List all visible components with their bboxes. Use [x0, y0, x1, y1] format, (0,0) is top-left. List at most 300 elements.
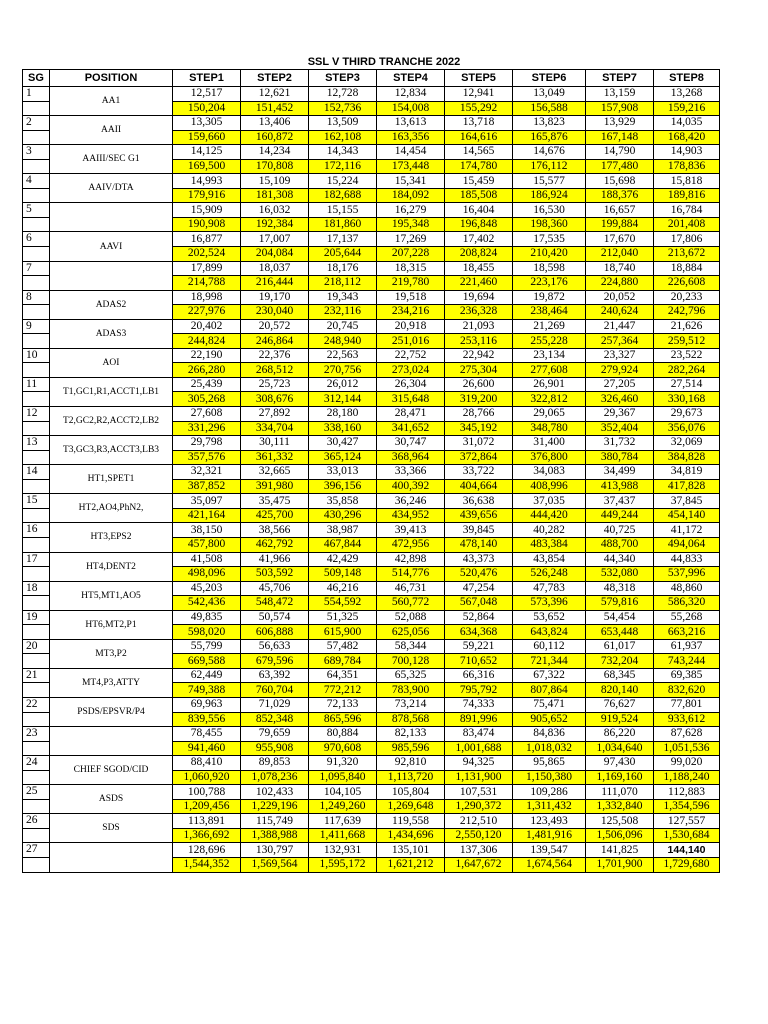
annual-salary-cell: 721,344 [513, 654, 586, 669]
monthly-salary-cell: 31,400 [513, 436, 586, 451]
table-row [23, 523, 720, 538]
annual-salary-cell: 212,040 [586, 247, 654, 262]
annual-salary-cell: 172,116 [309, 159, 377, 174]
monthly-salary-cell: 104,105 [309, 785, 377, 800]
monthly-salary-cell: 63,392 [241, 668, 309, 683]
annual-salary-cell: 488,700 [586, 537, 654, 552]
annual-salary-cell: 248,940 [309, 334, 377, 349]
annual-salary-cell: 345,192 [445, 421, 513, 436]
monthly-salary-cell: 21,269 [513, 319, 586, 334]
monthly-salary-cell: 14,676 [513, 145, 586, 160]
monthly-salary-cell: 105,804 [377, 785, 445, 800]
annual-salary-cell: 159,660 [173, 130, 241, 145]
annual-salary-cell: 1,209,456 [173, 799, 241, 814]
annual-salary-cell: 832,620 [654, 683, 720, 698]
monthly-salary-cell: 65,325 [377, 668, 445, 683]
monthly-salary-cell: 14,993 [173, 174, 241, 189]
monthly-salary-cell: 12,728 [309, 87, 377, 102]
monthly-salary-cell: 111,070 [586, 785, 654, 800]
sg-blank-cell [23, 654, 50, 669]
sg-cell: 12 [23, 407, 50, 422]
sg-cell: 26 [23, 814, 50, 829]
annual-salary-cell: 179,916 [173, 188, 241, 203]
monthly-salary-cell: 21,093 [445, 319, 513, 334]
monthly-salary-cell: 123,493 [513, 814, 586, 829]
monthly-salary-cell: 35,097 [173, 494, 241, 509]
monthly-salary-cell: 49,835 [173, 610, 241, 625]
monthly-salary-cell: 33,366 [377, 465, 445, 480]
annual-salary-cell: 376,800 [513, 450, 586, 465]
annual-salary-cell: 170,808 [241, 159, 309, 174]
annual-salary-cell: 221,460 [445, 276, 513, 291]
position-cell: MT3,P2 [50, 639, 173, 668]
sg-blank-cell [23, 479, 50, 494]
monthly-salary-cell: 77,801 [654, 697, 720, 712]
monthly-salary-cell: 115,749 [241, 814, 309, 829]
annual-salary-cell: 1,729,680 [654, 857, 720, 872]
monthly-salary-cell: 13,159 [586, 87, 654, 102]
sg-cell: 13 [23, 436, 50, 451]
annual-salary-cell: 439,656 [445, 508, 513, 523]
annual-salary-cell: 434,952 [377, 508, 445, 523]
sg-cell: 9 [23, 319, 50, 334]
annual-salary-cell: 253,116 [445, 334, 513, 349]
annual-salary-cell: 430,296 [309, 508, 377, 523]
sg-cell: 17 [23, 552, 50, 567]
annual-salary-cell: 230,040 [241, 305, 309, 320]
monthly-salary-cell: 46,216 [309, 581, 377, 596]
monthly-salary-cell: 38,566 [241, 523, 309, 538]
annual-salary-cell: 168,420 [654, 130, 720, 145]
position-cell: HT1,SPET1 [50, 465, 173, 494]
annual-salary-cell: 181,860 [309, 217, 377, 232]
monthly-salary-cell: 42,898 [377, 552, 445, 567]
annual-salary-cell: 164,616 [445, 130, 513, 145]
header-step4: STEP4 [377, 70, 445, 87]
monthly-salary-cell: 20,918 [377, 319, 445, 334]
annual-salary-cell: 503,592 [241, 567, 309, 582]
annual-salary-cell: 919,524 [586, 712, 654, 727]
sg-cell: 23 [23, 727, 50, 742]
annual-salary-cell: 970,608 [309, 741, 377, 756]
annual-salary-cell: 1,481,916 [513, 828, 586, 843]
annual-salary-cell: 1,269,648 [377, 799, 445, 814]
sg-cell: 15 [23, 494, 50, 509]
table-row [23, 174, 720, 189]
monthly-salary-cell: 14,125 [173, 145, 241, 160]
annual-salary-cell: 413,988 [586, 479, 654, 494]
annual-salary-cell: 1,188,240 [654, 770, 720, 785]
monthly-salary-cell: 22,942 [445, 348, 513, 363]
annual-salary-cell: 357,576 [173, 450, 241, 465]
annual-salary-cell: 277,608 [513, 363, 586, 378]
monthly-salary-cell: 29,798 [173, 436, 241, 451]
position-cell: HT3,EPS2 [50, 523, 173, 552]
sg-blank-cell [23, 799, 50, 814]
monthly-salary-cell: 43,373 [445, 552, 513, 567]
position-cell: ADAS2 [50, 290, 173, 319]
monthly-salary-cell: 14,234 [241, 145, 309, 160]
annual-salary-cell: 266,280 [173, 363, 241, 378]
monthly-salary-cell: 13,929 [586, 116, 654, 131]
sg-blank-cell [23, 392, 50, 407]
annual-salary-cell: 634,368 [445, 625, 513, 640]
annual-salary-cell: 190,908 [173, 217, 241, 232]
monthly-salary-cell: 20,572 [241, 319, 309, 334]
sg-blank-cell [23, 217, 50, 232]
annual-salary-cell: 498,096 [173, 567, 241, 582]
position-cell: AAII [50, 116, 173, 145]
position-cell: PSDS/EPSVR/P4 [50, 697, 173, 726]
monthly-salary-cell: 14,454 [377, 145, 445, 160]
monthly-salary-cell: 38,987 [309, 523, 377, 538]
sg-blank-cell [23, 828, 50, 843]
annual-salary-cell: 560,772 [377, 596, 445, 611]
annual-salary-cell: 251,016 [377, 334, 445, 349]
sg-blank-cell [23, 421, 50, 436]
position-cell: HT6,MT2,P1 [50, 610, 173, 639]
sg-blank-cell [23, 712, 50, 727]
monthly-salary-cell: 17,899 [173, 261, 241, 276]
annual-salary-cell: 985,596 [377, 741, 445, 756]
monthly-salary-cell: 37,437 [586, 494, 654, 509]
table-row [23, 668, 720, 683]
monthly-salary-cell: 46,731 [377, 581, 445, 596]
monthly-salary-cell: 29,367 [586, 407, 654, 422]
monthly-salary-cell: 25,723 [241, 377, 309, 392]
sg-cell: 14 [23, 465, 50, 480]
monthly-salary-cell: 52,864 [445, 610, 513, 625]
annual-salary-cell: 941,460 [173, 741, 241, 756]
annual-salary-cell: 186,924 [513, 188, 586, 203]
annual-salary-cell: 1,113,720 [377, 770, 445, 785]
monthly-salary-cell: 15,109 [241, 174, 309, 189]
monthly-salary-cell: 20,402 [173, 319, 241, 334]
annual-salary-cell: 1,647,672 [445, 857, 513, 872]
annual-salary-cell: 421,164 [173, 508, 241, 523]
annual-salary-cell: 689,784 [309, 654, 377, 669]
annual-salary-cell: 1,332,840 [586, 799, 654, 814]
annual-salary-cell: 178,836 [654, 159, 720, 174]
annual-salary-cell: 199,884 [586, 217, 654, 232]
monthly-salary-cell: 112,883 [654, 785, 720, 800]
annual-salary-cell: 305,268 [173, 392, 241, 407]
sg-blank-cell [23, 159, 50, 174]
table-row [23, 610, 720, 625]
monthly-salary-cell: 21,447 [586, 319, 654, 334]
table-row [23, 436, 720, 451]
annual-salary-cell: 663,216 [654, 625, 720, 640]
monthly-salary-cell: 132,931 [309, 843, 377, 858]
monthly-salary-cell: 13,509 [309, 116, 377, 131]
position-cell [50, 843, 173, 872]
monthly-salary-cell: 26,600 [445, 377, 513, 392]
annual-salary-cell: 308,676 [241, 392, 309, 407]
monthly-salary-cell: 55,268 [654, 610, 720, 625]
monthly-salary-cell: 87,628 [654, 727, 720, 742]
monthly-salary-cell: 23,134 [513, 348, 586, 363]
monthly-salary-cell: 14,343 [309, 145, 377, 160]
monthly-salary-cell: 28,180 [309, 407, 377, 422]
annual-salary-cell: 404,664 [445, 479, 513, 494]
sg-cell: 21 [23, 668, 50, 683]
annual-salary-cell: 275,304 [445, 363, 513, 378]
sg-cell: 11 [23, 377, 50, 392]
monthly-salary-cell: 97,430 [586, 756, 654, 771]
monthly-salary-cell: 31,072 [445, 436, 513, 451]
monthly-salary-cell: 22,752 [377, 348, 445, 363]
monthly-salary-cell: 57,482 [309, 639, 377, 654]
sg-blank-cell [23, 683, 50, 698]
annual-salary-cell: 156,588 [513, 101, 586, 116]
annual-salary-cell: 334,704 [241, 421, 309, 436]
annual-salary-cell: 417,828 [654, 479, 720, 494]
annual-salary-cell: 1,569,564 [241, 857, 309, 872]
annual-salary-cell: 173,448 [377, 159, 445, 174]
table-row [23, 465, 720, 480]
monthly-salary-cell: 30,747 [377, 436, 445, 451]
annual-salary-cell: 710,652 [445, 654, 513, 669]
annual-salary-cell: 1,366,692 [173, 828, 241, 843]
annual-salary-cell: 454,140 [654, 508, 720, 523]
monthly-salary-cell: 68,345 [586, 668, 654, 683]
monthly-salary-cell: 47,254 [445, 581, 513, 596]
annual-salary-cell: 196,848 [445, 217, 513, 232]
monthly-salary-cell: 27,892 [241, 407, 309, 422]
monthly-salary-cell: 48,318 [586, 581, 654, 596]
annual-salary-cell: 227,976 [173, 305, 241, 320]
sg-blank-cell [23, 770, 50, 785]
annual-salary-cell: 625,056 [377, 625, 445, 640]
annual-salary-cell: 208,824 [445, 247, 513, 262]
monthly-salary-cell: 58,344 [377, 639, 445, 654]
monthly-salary-cell: 14,035 [654, 116, 720, 131]
annual-salary-cell: 177,480 [586, 159, 654, 174]
annual-salary-cell: 537,996 [654, 567, 720, 582]
annual-salary-cell: 257,364 [586, 334, 654, 349]
annual-salary-cell: 259,512 [654, 334, 720, 349]
sg-blank-cell [23, 567, 50, 582]
monthly-salary-cell: 19,343 [309, 290, 377, 305]
monthly-salary-cell: 18,176 [309, 261, 377, 276]
monthly-salary-cell: 84,836 [513, 727, 586, 742]
annual-salary-cell: 169,500 [173, 159, 241, 174]
monthly-salary-cell: 17,007 [241, 232, 309, 247]
annual-salary-cell: 820,140 [586, 683, 654, 698]
annual-salary-cell: 319,200 [445, 392, 513, 407]
monthly-salary-cell: 18,884 [654, 261, 720, 276]
annual-salary-cell: 509,148 [309, 567, 377, 582]
monthly-salary-cell: 127,557 [654, 814, 720, 829]
monthly-salary-cell: 50,574 [241, 610, 309, 625]
annual-salary-cell: 210,420 [513, 247, 586, 262]
monthly-salary-cell: 12,941 [445, 87, 513, 102]
monthly-salary-cell: 16,530 [513, 203, 586, 218]
annual-salary-cell: 700,128 [377, 654, 445, 669]
monthly-salary-cell: 17,670 [586, 232, 654, 247]
annual-salary-cell: 331,296 [173, 421, 241, 436]
sg-cell: 24 [23, 756, 50, 771]
annual-salary-cell: 749,388 [173, 683, 241, 698]
monthly-salary-cell: 144,140 [654, 843, 720, 858]
monthly-salary-cell: 83,474 [445, 727, 513, 742]
table-row [23, 203, 720, 218]
annual-salary-cell: 1,411,668 [309, 828, 377, 843]
monthly-salary-cell: 94,325 [445, 756, 513, 771]
monthly-salary-cell: 43,854 [513, 552, 586, 567]
monthly-salary-cell: 23,522 [654, 348, 720, 363]
annual-salary-cell: 554,592 [309, 596, 377, 611]
monthly-salary-cell: 48,860 [654, 581, 720, 596]
monthly-salary-cell: 34,819 [654, 465, 720, 480]
monthly-salary-cell: 13,406 [241, 116, 309, 131]
annual-salary-cell: 1,388,988 [241, 828, 309, 843]
annual-salary-cell: 905,652 [513, 712, 586, 727]
monthly-salary-cell: 30,427 [309, 436, 377, 451]
sg-cell: 7 [23, 261, 50, 276]
annual-salary-cell: 182,688 [309, 188, 377, 203]
header-sg: SG [23, 70, 50, 87]
monthly-salary-cell: 40,725 [586, 523, 654, 538]
annual-salary-cell: 162,108 [309, 130, 377, 145]
annual-salary-cell: 213,672 [654, 247, 720, 262]
monthly-salary-cell: 91,320 [309, 756, 377, 771]
annual-salary-cell: 234,216 [377, 305, 445, 320]
monthly-salary-cell: 31,732 [586, 436, 654, 451]
annual-salary-cell: 400,392 [377, 479, 445, 494]
annual-salary-cell: 236,328 [445, 305, 513, 320]
position-cell [50, 261, 173, 290]
annual-salary-cell: 425,700 [241, 508, 309, 523]
annual-salary-cell: 462,792 [241, 537, 309, 552]
monthly-salary-cell: 141,825 [586, 843, 654, 858]
sg-cell: 1 [23, 87, 50, 102]
header-position: POSITION [50, 70, 173, 87]
annual-salary-cell: 526,248 [513, 567, 586, 582]
annual-salary-cell: 449,244 [586, 508, 654, 523]
monthly-salary-cell: 56,633 [241, 639, 309, 654]
annual-salary-cell: 1,018,032 [513, 741, 586, 756]
monthly-salary-cell: 78,455 [173, 727, 241, 742]
table-row [23, 785, 720, 800]
monthly-salary-cell: 17,535 [513, 232, 586, 247]
table-row [23, 552, 720, 567]
annual-salary-cell: 167,148 [586, 130, 654, 145]
annual-salary-cell: 218,112 [309, 276, 377, 291]
monthly-salary-cell: 13,049 [513, 87, 586, 102]
monthly-salary-cell: 14,790 [586, 145, 654, 160]
monthly-salary-cell: 20,745 [309, 319, 377, 334]
monthly-salary-cell: 26,012 [309, 377, 377, 392]
annual-salary-cell: 743,244 [654, 654, 720, 669]
header-step8: STEP8 [654, 70, 720, 87]
monthly-salary-cell: 45,706 [241, 581, 309, 596]
annual-salary-cell: 255,228 [513, 334, 586, 349]
monthly-salary-cell: 139,547 [513, 843, 586, 858]
monthly-salary-cell: 119,558 [377, 814, 445, 829]
monthly-salary-cell: 74,333 [445, 697, 513, 712]
monthly-salary-cell: 18,598 [513, 261, 586, 276]
monthly-salary-cell: 15,577 [513, 174, 586, 189]
annual-salary-cell: 198,360 [513, 217, 586, 232]
table-row [23, 348, 720, 363]
monthly-salary-cell: 62,449 [173, 668, 241, 683]
annual-salary-cell: 598,020 [173, 625, 241, 640]
annual-salary-cell: 242,796 [654, 305, 720, 320]
table-row [23, 756, 720, 771]
annual-salary-cell: 1,229,196 [241, 799, 309, 814]
monthly-salary-cell: 37,845 [654, 494, 720, 509]
monthly-salary-cell: 13,268 [654, 87, 720, 102]
annual-salary-cell: 380,784 [586, 450, 654, 465]
annual-salary-cell: 282,264 [654, 363, 720, 378]
annual-salary-cell: 548,472 [241, 596, 309, 611]
monthly-salary-cell: 47,783 [513, 581, 586, 596]
annual-salary-cell: 653,448 [586, 625, 654, 640]
annual-salary-cell: 579,816 [586, 596, 654, 611]
annual-salary-cell: 472,956 [377, 537, 445, 552]
monthly-salary-cell: 16,032 [241, 203, 309, 218]
monthly-salary-cell: 16,404 [445, 203, 513, 218]
annual-salary-cell: 478,140 [445, 537, 513, 552]
monthly-salary-cell: 99,020 [654, 756, 720, 771]
monthly-salary-cell: 73,214 [377, 697, 445, 712]
salary-grade-table [22, 69, 720, 873]
monthly-salary-cell: 41,172 [654, 523, 720, 538]
monthly-salary-cell: 15,341 [377, 174, 445, 189]
sg-blank-cell [23, 276, 50, 291]
monthly-salary-cell: 39,413 [377, 523, 445, 538]
monthly-salary-cell: 45,203 [173, 581, 241, 596]
monthly-salary-cell: 61,937 [654, 639, 720, 654]
annual-salary-cell: 338,160 [309, 421, 377, 436]
annual-salary-cell: 865,596 [309, 712, 377, 727]
monthly-salary-cell: 21,626 [654, 319, 720, 334]
annual-salary-cell: 494,064 [654, 537, 720, 552]
annual-salary-cell: 352,404 [586, 421, 654, 436]
annual-salary-cell: 1,506,096 [586, 828, 654, 843]
annual-salary-cell: 216,444 [241, 276, 309, 291]
monthly-salary-cell: 76,627 [586, 697, 654, 712]
monthly-salary-cell: 92,810 [377, 756, 445, 771]
position-cell: MT4,P3,ATTY [50, 668, 173, 697]
monthly-salary-cell: 40,282 [513, 523, 586, 538]
monthly-salary-cell: 15,224 [309, 174, 377, 189]
annual-salary-cell: 192,384 [241, 217, 309, 232]
monthly-salary-cell: 79,659 [241, 727, 309, 742]
annual-salary-cell: 160,872 [241, 130, 309, 145]
sg-blank-cell [23, 305, 50, 320]
annual-salary-cell: 514,776 [377, 567, 445, 582]
position-cell: T2,GC2,R2,ACCT2,LB2 [50, 407, 173, 436]
monthly-salary-cell: 33,013 [309, 465, 377, 480]
annual-salary-cell: 224,880 [586, 276, 654, 291]
annual-salary-cell: 150,204 [173, 101, 241, 116]
monthly-salary-cell: 27,608 [173, 407, 241, 422]
monthly-salary-cell: 28,766 [445, 407, 513, 422]
annual-salary-cell: 322,812 [513, 392, 586, 407]
annual-salary-cell: 326,460 [586, 392, 654, 407]
monthly-salary-cell: 109,286 [513, 785, 586, 800]
sg-blank-cell [23, 625, 50, 640]
monthly-salary-cell: 135,101 [377, 843, 445, 858]
annual-salary-cell: 1,051,536 [654, 741, 720, 756]
monthly-salary-cell: 16,784 [654, 203, 720, 218]
monthly-salary-cell: 125,508 [586, 814, 654, 829]
position-cell: HT5,MT1,AO5 [50, 581, 173, 610]
annual-salary-cell: 273,024 [377, 363, 445, 378]
monthly-salary-cell: 19,872 [513, 290, 586, 305]
